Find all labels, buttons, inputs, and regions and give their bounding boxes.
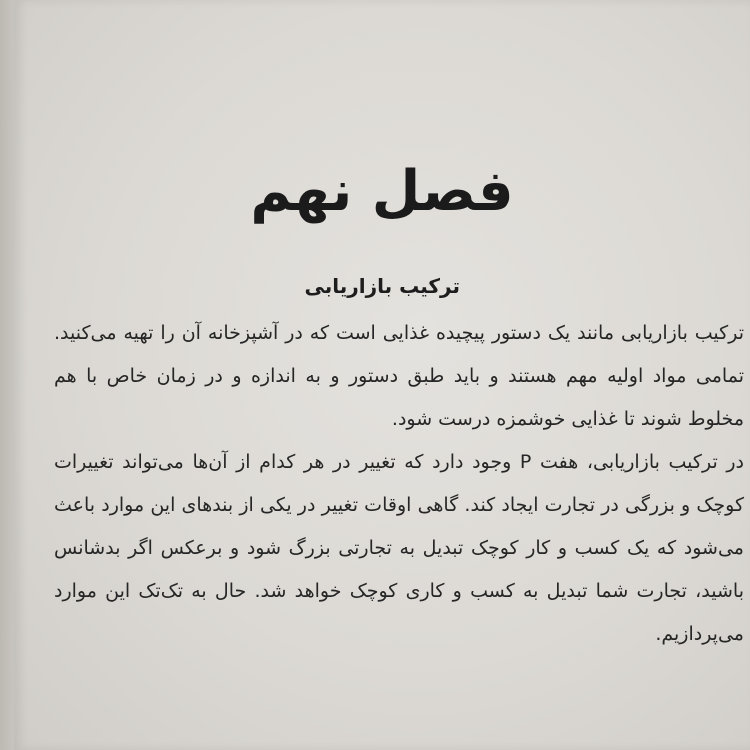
paragraph: ترکیب بازاریابی مانند یک دستور پیچیده غذایی است که در آشپزخانه آن را تهیه می‌کنید. تمامی مواد اولیه مهم هستند و باید طبق دستور و به اندازه و در زمان خاص با هم مخلوط شوند تا غذایی خوشمزه درست شود. [54, 322, 744, 430]
chapter-title: فصل نهم [250, 159, 514, 224]
body-text [54, 312, 744, 656]
paragraph: در ترکیب بازاریابی، هفت P وجود دارد که تغییر در هر کدام از آن‌ها می‌تواند تغییرات کوچک و بزرگی در تجارت ایجاد کند. گاهی اوقات تغییر در یکی از بندهای این موارد باعث می‌شود که یک کسب و کار کوچک تبدیل به تجارتی بزرگ شود و برعکس اگر بدشانس باشید، تجارت شما تبدیل به کسب و کاری کوچک خواهد شد. حال به تک‌تک این موارد می‌پردازیم. [54, 451, 744, 645]
book-page [14, 0, 750, 750]
section-heading: ترکیب بازاریابی [304, 274, 460, 298]
